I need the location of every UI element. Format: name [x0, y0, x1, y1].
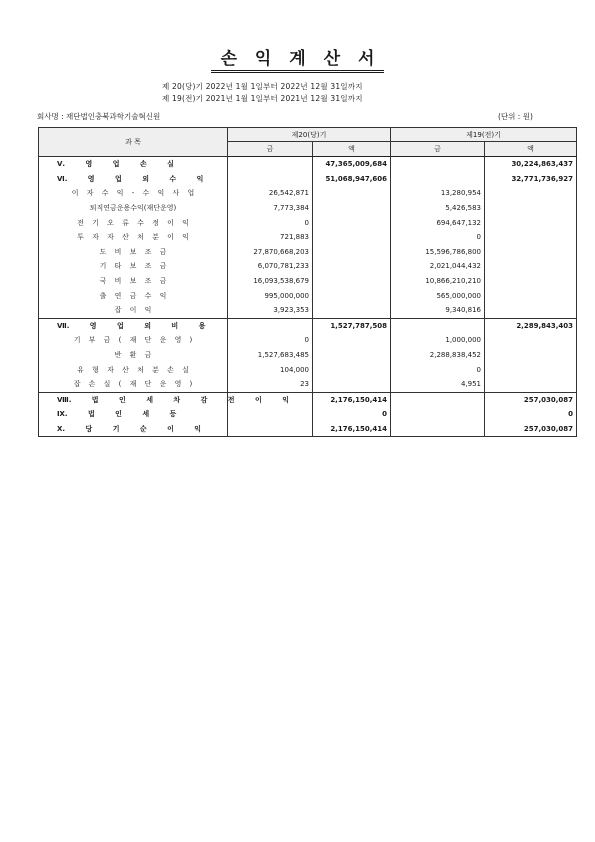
prior-total-cell	[485, 186, 577, 201]
table-row	[39, 157, 577, 172]
current-amount-cell: 721,883	[228, 230, 313, 245]
table-row	[39, 245, 577, 260]
prior-total-cell	[485, 348, 577, 363]
current-amount-cell: 6,070,781,233	[228, 259, 313, 274]
period-current: 제 20(당)기 2022년 1월 1일부터 2022년 12월 31일까지	[162, 82, 363, 91]
prior-amount-cell	[391, 392, 485, 407]
current-amount-cell: 0	[228, 215, 313, 230]
table-row	[39, 259, 577, 274]
current-total-cell: 2,176,150,414	[313, 392, 391, 407]
prior-total-cell	[485, 288, 577, 303]
unit-label: (단위 : 원)	[498, 112, 533, 121]
row-label-text: 유 형 자 산 처 분 손 실	[77, 365, 189, 374]
current-total-cell: 51,068,947,606	[313, 172, 391, 187]
prior-amount-cell: 2,288,838,452	[391, 348, 485, 363]
row-label-text: Ⅶ. 영 업 외 비 용	[57, 321, 206, 330]
item-label	[39, 333, 228, 348]
current-total-cell: 0	[313, 407, 391, 422]
item-label	[39, 245, 228, 260]
prior-total-cell: 32,771,736,927	[485, 172, 577, 187]
header-prior-period: 제19(전)기	[391, 128, 577, 142]
table-row	[39, 318, 577, 333]
table-body	[39, 157, 577, 437]
current-total-cell: 47,365,009,684	[313, 157, 391, 172]
current-amount-cell: 995,000,000	[228, 288, 313, 303]
current-total-cell	[313, 303, 391, 318]
current-total-cell	[313, 274, 391, 289]
table-row	[39, 288, 577, 303]
prior-total-cell	[485, 259, 577, 274]
row-label-text: Ⅸ. 법 인 세 등	[57, 410, 177, 419]
header-prior-amount: 금	[391, 142, 485, 157]
current-total-cell	[313, 245, 391, 260]
table-row	[39, 172, 577, 187]
item-label	[39, 230, 228, 245]
current-amount-cell: 23	[228, 377, 313, 392]
item-label	[39, 288, 228, 303]
prior-total-cell	[485, 303, 577, 318]
prior-amount-cell: 2,021,044,432	[391, 259, 485, 274]
prior-amount-cell: 5,426,583	[391, 201, 485, 216]
prior-amount-cell	[391, 318, 485, 333]
row-label-text: 반 환 금	[114, 351, 152, 360]
current-amount-cell: 104,000	[228, 362, 313, 377]
item-label	[39, 362, 228, 377]
prior-amount-cell: 4,951	[391, 377, 485, 392]
row-label-text: 전 기 오 류 수 정 이 익	[77, 218, 189, 227]
row-label-text: 퇴직연금운용수익(재단운영)	[89, 204, 177, 213]
prior-total-cell: 2,289,843,403	[485, 318, 577, 333]
row-label-text: 기 부 금 ( 재 단 운 영 )	[73, 336, 193, 345]
current-amount-cell	[228, 407, 313, 422]
prior-total-cell	[485, 362, 577, 377]
table-row	[39, 348, 577, 363]
header-prior-total: 액	[485, 142, 577, 157]
prior-total-cell	[485, 215, 577, 230]
current-total-cell	[313, 288, 391, 303]
prior-total-cell	[485, 201, 577, 216]
table-row	[39, 274, 577, 289]
prior-amount-cell: 694,647,132	[391, 215, 485, 230]
item-label	[39, 201, 228, 216]
header-current-amount: 금	[228, 142, 313, 157]
row-label-text: Ⅴ. 영 업 손 실	[57, 160, 174, 169]
prior-amount-cell: 565,000,000	[391, 288, 485, 303]
item-label	[39, 186, 228, 201]
prior-amount-cell: 1,000,000	[391, 333, 485, 348]
current-amount-cell: 1,527,683,485	[228, 348, 313, 363]
table-row	[39, 333, 577, 348]
prior-total-cell: 30,224,863,437	[485, 157, 577, 172]
prior-amount-cell: 13,280,954	[391, 186, 485, 201]
current-amount-cell: 16,093,538,679	[228, 274, 313, 289]
current-amount-cell	[228, 422, 313, 437]
current-amount-cell: 27,870,668,203	[228, 245, 313, 260]
prior-amount-cell: 9,340,816	[391, 303, 485, 318]
current-total-cell	[313, 362, 391, 377]
current-amount-cell: 7,773,384	[228, 201, 313, 216]
section-label	[39, 407, 228, 422]
current-amount-cell	[228, 318, 313, 333]
row-label-text: Ⅷ. 법 인 세 차 감 전 이 익	[57, 395, 289, 404]
row-label-text: 잡 손 실 ( 재 단 운 영 )	[73, 380, 193, 389]
section-label	[39, 422, 228, 437]
table-row	[39, 362, 577, 377]
prior-amount-cell	[391, 422, 485, 437]
row-label-text: 도 비 보 조 금	[99, 247, 167, 256]
item-label	[39, 303, 228, 318]
prior-total-cell	[485, 245, 577, 260]
prior-total-cell	[485, 230, 577, 245]
item-label	[39, 348, 228, 363]
prior-amount-cell: 0	[391, 230, 485, 245]
prior-total-cell	[485, 274, 577, 289]
current-total-cell	[313, 230, 391, 245]
current-amount-cell: 0	[228, 333, 313, 348]
current-amount-cell: 26,542,871	[228, 186, 313, 201]
prior-amount-cell	[391, 157, 485, 172]
prior-total-cell: 257,030,087	[485, 392, 577, 407]
document-title	[0, 44, 595, 73]
row-label-text: Ⅵ. 영 업 외 수 익	[57, 174, 204, 183]
table-row	[39, 201, 577, 216]
current-amount-cell	[228, 157, 313, 172]
item-label	[39, 215, 228, 230]
row-label-text: 기 타 보 조 금	[99, 262, 167, 271]
table-row	[39, 422, 577, 437]
current-total-cell	[313, 186, 391, 201]
item-label	[39, 274, 228, 289]
item-label	[39, 377, 228, 392]
item-label	[39, 259, 228, 274]
section-label	[39, 392, 289, 407]
current-total-cell: 2,176,150,414	[313, 422, 391, 437]
header-current-period: 제20(당)기	[228, 128, 391, 142]
prior-total-cell: 257,030,087	[485, 422, 577, 437]
section-label	[39, 172, 228, 187]
prior-amount-cell	[391, 172, 485, 187]
row-label-text: 국 비 보 조 금	[99, 277, 167, 286]
table-row	[39, 186, 577, 201]
income-statement-table	[38, 127, 577, 437]
prior-amount-cell	[391, 407, 485, 422]
row-label-text: 잡 이 익	[114, 306, 152, 315]
current-total-cell	[313, 348, 391, 363]
row-label-text: 이 자 수 익 - 수 익 사 업	[71, 189, 195, 198]
prior-total-cell	[485, 333, 577, 348]
prior-amount-cell: 15,596,786,800	[391, 245, 485, 260]
section-label	[39, 318, 228, 333]
section-label	[39, 157, 228, 172]
row-label-text: 출 연 금 수 익	[99, 291, 167, 300]
prior-amount-cell: 10,866,210,210	[391, 274, 485, 289]
current-total-cell	[313, 215, 391, 230]
row-label-text: Ⅹ. 당 기 순 이 익	[57, 424, 202, 433]
header-current-total: 액	[313, 142, 391, 157]
current-amount-cell: 3,923,353	[228, 303, 313, 318]
table-row	[39, 215, 577, 230]
document-title-text: 손 익 계 산 서	[211, 44, 385, 73]
current-total-cell	[313, 333, 391, 348]
table-row	[39, 377, 577, 392]
table-row	[39, 392, 577, 407]
current-total-cell	[313, 259, 391, 274]
current-total-cell	[313, 377, 391, 392]
period-prior: 제 19(전)기 2021년 1월 1일부터 2021년 12월 31일까지	[162, 94, 363, 103]
prior-total-cell: 0	[485, 407, 577, 422]
current-total-cell: 1,527,787,508	[313, 318, 391, 333]
prior-amount-cell: 0	[391, 362, 485, 377]
current-total-cell	[313, 201, 391, 216]
company-name: 회사명 : 재단법인충북과학기술혁신원	[37, 112, 161, 121]
table-row	[39, 303, 577, 318]
header-item: 과 목	[39, 128, 228, 157]
current-amount-cell	[228, 172, 313, 187]
row-label-text: 투 자 자 산 처 분 이 익	[77, 233, 189, 242]
table-row	[39, 230, 577, 245]
prior-total-cell	[485, 377, 577, 392]
table-row	[39, 407, 577, 422]
